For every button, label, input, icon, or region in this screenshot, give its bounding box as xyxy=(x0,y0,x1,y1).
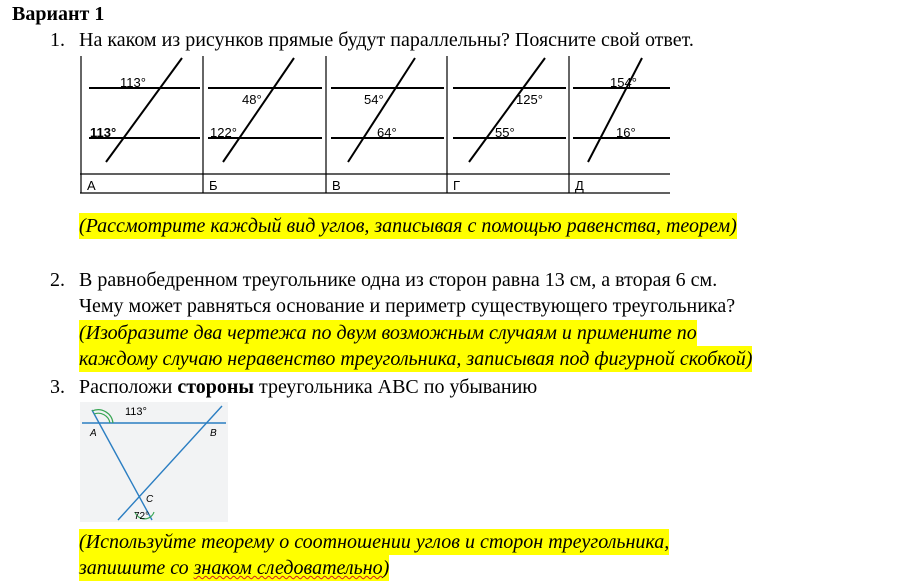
q3-text-after: треугольника ABC по убыванию xyxy=(254,376,538,398)
panel-b-angle-bottom: 122° xyxy=(210,125,237,140)
panel-a-angle-top: 113° xyxy=(120,75,146,90)
panel-a-letter: А xyxy=(87,178,96,193)
panel-b-angle-top: 48° xyxy=(242,92,262,107)
panel-c-letter: В xyxy=(332,178,341,193)
q2-hint-line1: (Изобразите два чертежа по двум возможным случаям и примените по xyxy=(79,322,697,344)
q1-hint: (Рассмотрите каждый вид углов, записывая с помощью равенства, теорем) xyxy=(79,215,737,237)
vertex-a-label: A xyxy=(90,428,97,439)
page-title: Вариант 1 xyxy=(12,3,105,25)
panel-d-angle-top: 125° xyxy=(516,92,543,107)
panel-b-letter: Б xyxy=(209,178,218,193)
q3-hint-line2 xyxy=(79,555,389,581)
panel-c-angle-top: 54° xyxy=(364,92,384,107)
q3-hint-line1: (Используйте теорему о соотношении углов и сторон треугольника, xyxy=(79,531,670,553)
panel-d-letter: Г xyxy=(453,178,461,193)
panel-e-angle-bottom: 16° xyxy=(616,125,636,140)
q2-hint-line2: каждому случаю неравенство треугольника, записывая под фигурной скобкой) xyxy=(79,348,753,370)
q1-number: 1. xyxy=(50,29,65,51)
panel-d-angle-bottom: 55° xyxy=(495,125,515,140)
panel-e-letter: Д xyxy=(575,178,584,193)
q1-text: На каком из рисунков прямые будут параллельны? Поясните свой ответ. xyxy=(79,29,694,51)
q2-line2: Чему может равняться основание и периметр существующего треугольника? xyxy=(79,295,736,317)
q3-angle-bottom: 72° xyxy=(134,511,150,522)
vertex-c-label: C xyxy=(146,494,154,505)
q2-number: 2. xyxy=(50,269,65,291)
q3-text-bold: стороны xyxy=(177,376,255,398)
q1-figure xyxy=(80,56,672,196)
vertex-b-label: B xyxy=(210,428,217,439)
panel-e-angle-top: 154° xyxy=(610,75,637,90)
q3-hint-before: запишите со xyxy=(79,557,194,579)
q3-text xyxy=(79,376,537,399)
panel-a-angle-bottom: 113° xyxy=(90,125,117,140)
q3-triangle-figure xyxy=(80,402,228,522)
q3-text-before: Расположи xyxy=(79,376,178,398)
q3-hint-squiggle: знаком следовательно xyxy=(193,557,383,579)
q3-number: 3. xyxy=(50,376,65,398)
q3-angle-top: 113° xyxy=(125,406,147,418)
panel-c-angle-bottom: 64° xyxy=(377,125,397,140)
q2-line1: В равнобедренном треугольнике одна из сторон равна 13 см, а вторая 6 см. xyxy=(79,269,718,291)
q3-hint-after: ) xyxy=(382,557,390,579)
